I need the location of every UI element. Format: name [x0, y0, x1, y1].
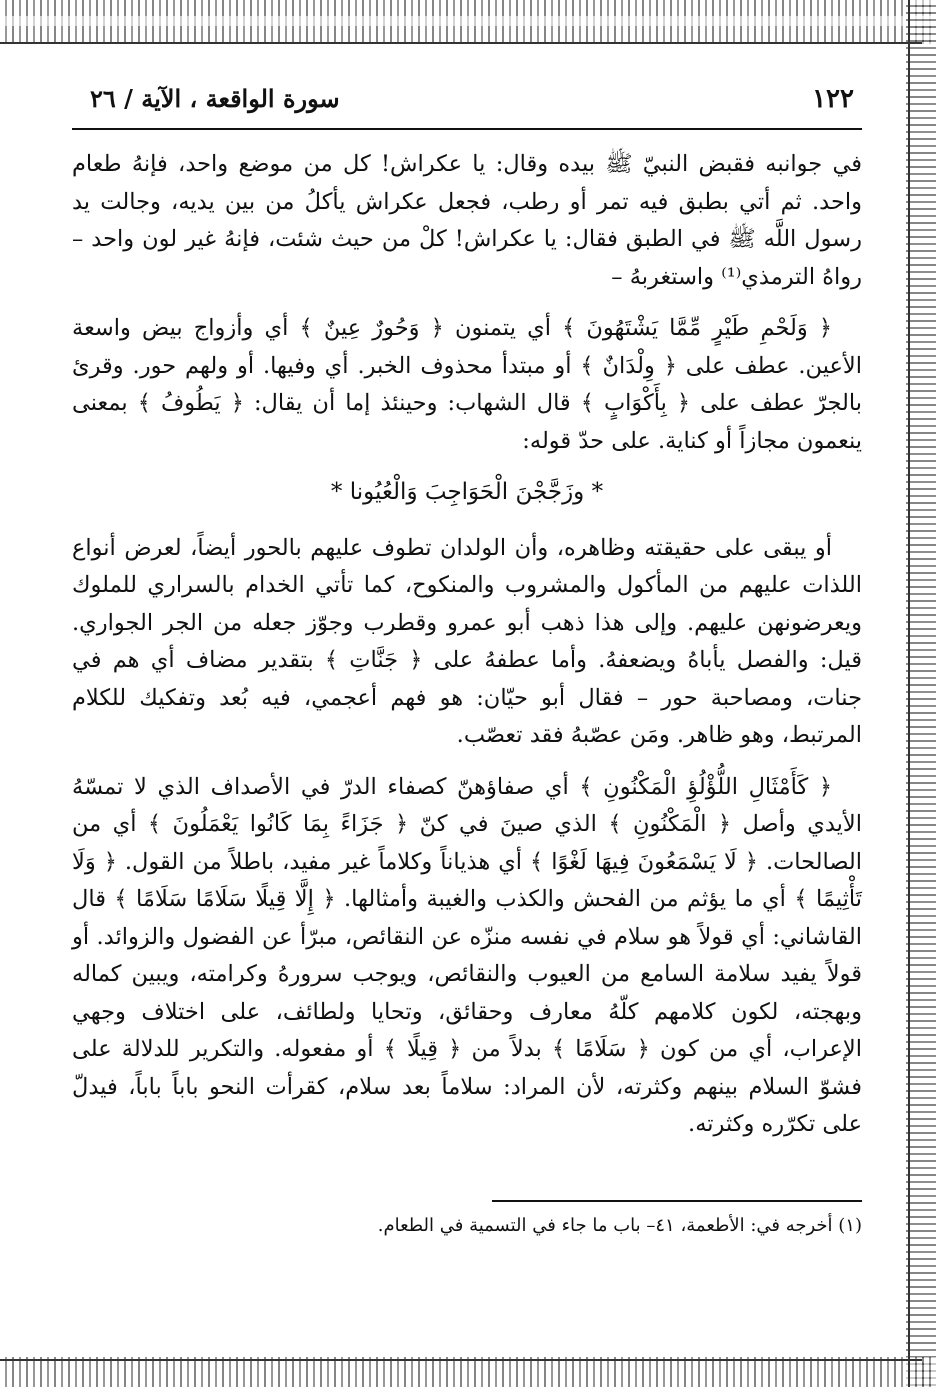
running-title: سورة الواقعة ، الآية / ٢٦: [90, 84, 340, 113]
header-rule: [72, 128, 862, 130]
footnote: (١) أخرجه في: الأطعمة، ٤١– باب ما جاء في التسمية في الطعام.: [377, 1215, 862, 1236]
paragraph-commentary-2: أو يبقى على حقيقته وظاهره، وأن الولدان تطوف عليهم بالحور أيضاً، لعرض أنواع اللذات عليهم من المأكول والمشروب والمنكوح، كما تأتي الخدام بالسراري للملوك ويعرضونهن عليهم. وإلى هذا ذهب أبو عمرو وقطرب وجوّز جعله من الجر الجواري. قيل: والفصل يأباهُ ويضعفهُ. وأما عطفهُ على ﴿ جَنَّاتِ ﴾ بتقدير مضاف أي هم في جنات، ومصاحبة حور – فقال أبو حيّان: هو فهم أعجمي، فيه بُعد وتفكيك للكلام المرتبط، وهو ظاهر. ومَن عصّبهُ فقد تعصّب.: [72, 534, 862, 748]
border-rule-right: [908, 0, 910, 1387]
page-body: [72, 146, 862, 1158]
paragraph-hadith: في جوانبه فقبض النبيّ ﷺ بيده وقال: يا عكراش! كل من موضع واحد، فإنهُ طعام واحد. ثم أتي بطبق فيه تمر أو رطب، فجعل عكراش يأكلُ من بين يديه، وجالت يد رسول اللَّه ﷺ في الطبق فقال: يا عكراش! كلْ من حيث شئت، فإنهُ غير لون واحد – رواهُ الترمذي⁽¹⁾ واستغربهُ –: [72, 151, 862, 290]
ornamental-border-bottom: [0, 1357, 936, 1387]
ornamental-border-right: [906, 0, 936, 1387]
page-number: ١٢٢: [812, 84, 854, 114]
footnote-rule: [492, 1200, 862, 1202]
paragraph-verse-commentary-3: ﴿ كَأَمْثَالِ اللُّؤْلُؤِ الْمَكْنُونِ ﴾ أي صفاؤهنّ كصفاء الدرّ في الأصداف الذي لا تمسّهُ الأيدي وأصل ﴿ الْمَكْنُونِ ﴾ الذي صينَ في كنّ ﴿ جَزَاءً بِمَا كَانُوا يَعْمَلُونَ ﴾ أي من الصالحات. ﴿ لَا يَسْمَعُونَ فِيهَا لَغْوًا ﴾ أي هذياناً وكلاماً غير مفيد، باطلاً من القول. ﴿ وَلَا تَأْثِيمًا ﴾ أي ما يؤثم من الفحش والكذب والغيبة وأمثالها. ﴿ إِلَّا قِيلًا سَلَامًا سَلَامًا ﴾ قال القاشاني: أي قولاً هو سلام في نفسه منزّه عن النقائص، مبرّأ عن الفضول والزوائد. أو قولاً يفيد سلامة السامع من العيوب والنقائص، ويوجب سرورهُ وكرامته، ويبين كماله وبهجته، لكون كلامهم كلّهُ معارف وحقائق، وتحايا ولطائف، على اختلاف وجهي الإعراب، أي من كون ﴿ سَلَامًا ﴾ بدلاً من ﴿ قِيلًا ﴾ أو مفعوله. والتكرير للدلالة على فشوّ السلام بينهم وكثرته، لأن المراد: سلاماً بعد سلام، كقرأت النحو باباً باباً، فيدلّ على تكرّره وكثرته.: [72, 773, 862, 1137]
ornamental-border-top: [0, 0, 936, 44]
border-rule-top: [0, 42, 922, 44]
paragraph-verse-commentary-1: ﴿ وَلَحْمِ طَيْرٍ مِّمَّا يَشْتَهُونَ ﴾ أي يتمنون ﴿ وَحُورٌ عِينٌ ﴾ أي وأزواج بيض واسعة الأعين. عطف على ﴿ وِلْدَانٌ ﴾ أو مبتدأ محذوف الخبر. أي وفيها. أو ولهم حور. وقرئ بالجرّ عطف على ﴿ بِأَكْوَابٍ ﴾ قال الشهاب: وحينئذ إما أن يقال: ﴿ يَطُوفُ ﴾ بمعنى ينعمون مجازاً أو كناية. على حدّ قوله:: [72, 315, 862, 454]
poetry-line: * وزَجَّجْنَ الْحَوَاجِبَ وَالْعُيُونا *: [330, 479, 604, 505]
border-rule-bottom: [0, 1359, 922, 1361]
page-header: [72, 70, 862, 120]
book-page: [72, 70, 862, 1340]
